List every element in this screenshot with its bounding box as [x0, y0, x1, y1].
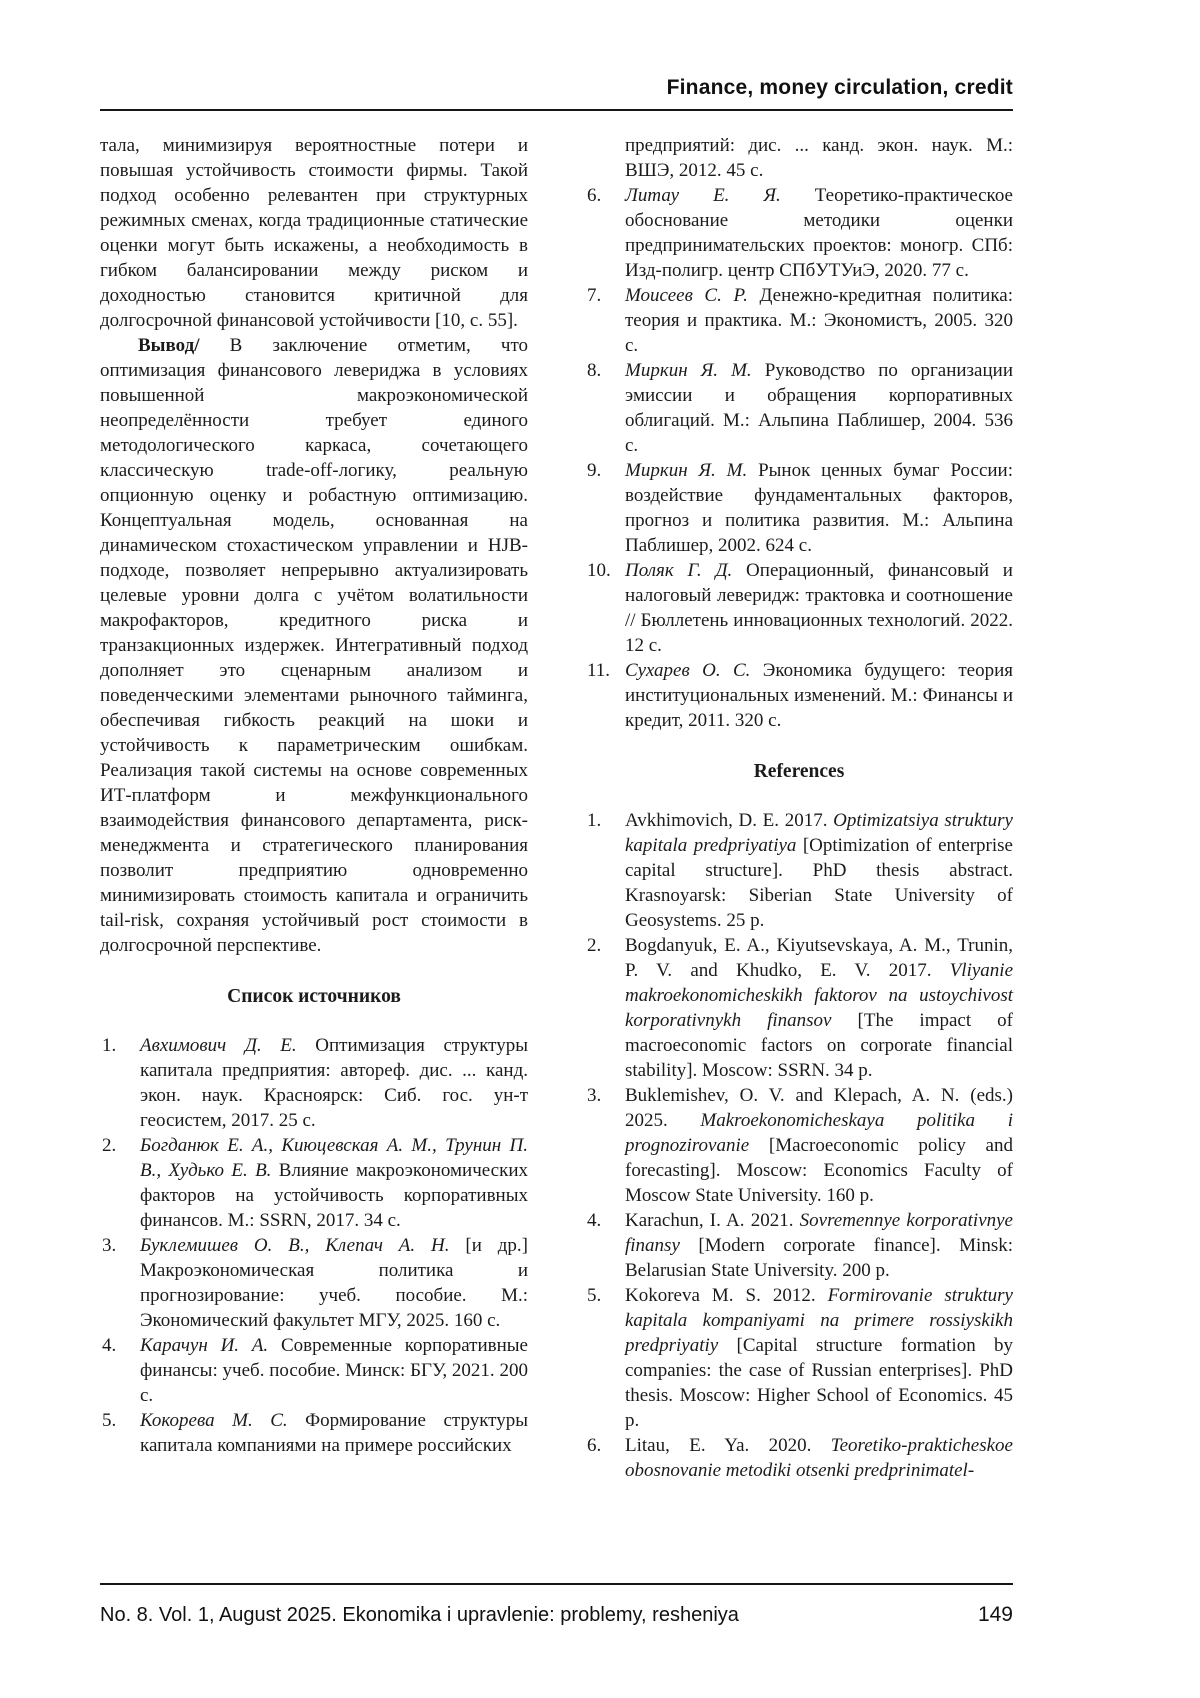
item-text-italic: Teoretiko-prakticheskoe obosnovanie metodiki otsenki predprinimatel- — [625, 1435, 1013, 1481]
list-item-number: 1. — [587, 810, 602, 831]
item-text: Рынок ценных бумаг России: воздействие фундаментальных факторов, прогноз и политика развития. М.: Альпина Паблишер, 2002. 624 с. — [625, 460, 1013, 556]
list-item — [100, 1233, 528, 1333]
item-text-italic: Литау Е. Я. — [625, 185, 781, 206]
list-item — [100, 1133, 528, 1233]
list-item-number: 9. — [587, 460, 602, 481]
list-item — [100, 1333, 528, 1408]
list-item-number: 3. — [102, 1235, 117, 1256]
conclusion-text: В заключение отметим, что оптимизация финансового левериджа в условиях повышенной макроэкономической неопределённости требует единого методологического каркаса, сочетающего классическую trade-off-логику, реальную опционную оценку и робастную оптимизацию. Концептуальная модель, основанная на динамическом стохастическом управлении и HJB-подходе, позволяет непрерывно актуализировать целевые уровни долга с учётом волатильности макрофакторов, кредитного риска и транзакционных издержек. Интегративный подход дополняет это сценарным анализом и поведенческими элементами рыночного тайминга, обеспечивая гибкость реакций на шоки и устойчивость к параметрическим ошибкам. Реализация такой системы на основе современных ИТ-платформ и межфункционального взаимодействия финансового департамента, риск-менеджмента и стратегического планирования позволит предприятию одновременно минимизировать стоимость капитала и ограничить tail-risk, сохраняя устойчивый рост стоимости в долгосрочной перспективе. — [100, 335, 528, 956]
list-item-number: 4. — [587, 1210, 602, 1231]
item-text-italic: Optimizatsiya struktury kapitala predpriyatiya — [625, 810, 1013, 856]
item-text-italic: Богданюк Е. А., Киюцевская А. М., Трунин П. В., Худько Е. В. — [140, 1135, 528, 1181]
item-text: Litau, E. Ya. 2020. — [625, 1435, 831, 1456]
list-item — [585, 1283, 1013, 1433]
footer-rule — [100, 1583, 1013, 1585]
list-item — [585, 808, 1013, 933]
paragraph-continuation: тала, минимизируя вероятностные потери и повышая устойчивость стоимости фирмы. Такой подход особенно релевантен при структурных режимных сменах, когда традиционные статические оценки могут быть искажены, а необходимость в гибком балансировании между риском и доходностью становится критичной для долгосрочной финансовой устойчивости [10, с. 55]. — [100, 135, 528, 331]
list-item — [100, 1408, 528, 1458]
item-text-italic: Сухарев О. С. — [625, 660, 751, 681]
sources-heading: Список источников — [227, 986, 401, 1007]
list-item-number: 10. — [587, 560, 611, 581]
item-text-italic: Авхимович Д. Е. — [140, 1035, 297, 1056]
item-text: предприятий: дис. ... канд. экон. наук. М.: ВШЭ, 2012. 45 с. — [625, 135, 1013, 181]
item-text-italic: Кокорева М. С. — [140, 1410, 288, 1431]
page-header — [100, 76, 1013, 111]
list-item-number: 4. — [102, 1335, 117, 1356]
item-text-italic: Буклемишев О. В., Клепач А. Н. — [140, 1235, 450, 1256]
list-item-number: 11. — [587, 660, 611, 681]
list-item-number: 8. — [587, 360, 602, 381]
list-item — [100, 1033, 528, 1133]
item-text-italic: Поляк Г. Д. — [625, 560, 733, 581]
item-text-italic: Sovremennye korporativnye finansy — [625, 1210, 1013, 1256]
conclusion-paragraph — [100, 333, 528, 958]
list-item — [585, 1083, 1013, 1208]
list-item — [585, 1208, 1013, 1283]
item-text: Операционный, финансовый и налоговый леверидж: трактовка и соотношение // Бюллетень инновационных технологий. 2022. 12 с. — [625, 560, 1013, 656]
left-column — [100, 133, 528, 1483]
item-text: Kokoreva M. S. 2012. — [625, 1285, 828, 1306]
list-item-number: 7. — [587, 285, 602, 306]
item-text: Оптимизация структуры капитала предприятия: автореф. дис. ... канд. экон. наук. Красноярск: Сиб. гос. ун-т геосистем, 2017. 25 с. — [140, 1035, 528, 1131]
item-text-italic: Makroekonomicheskaya politika i prognozirovanie — [625, 1110, 1013, 1156]
list-item-number: 5. — [587, 1285, 602, 1306]
list-item — [585, 658, 1013, 733]
list-item-number: 2. — [102, 1135, 117, 1156]
list-item — [585, 283, 1013, 358]
item-text: [и др.] Макроэкономическая политика и прогнозирование: учеб. пособие. М.: Экономический факультет МГУ, 2025. 160 с. — [140, 1235, 528, 1331]
item-text: [Optimization of enterprise capital structure]. PhD thesis abstract. Krasnoyarsk: Siberian State University of Geosystems. 25 p. — [625, 835, 1013, 931]
item-text: Экономика будущего: теория институциональных изменений. М.: Финансы и кредит, 2011. 320 с. — [625, 660, 1013, 731]
list-item-number: 1. — [102, 1035, 117, 1056]
item-text: Avkhimovich, D. E. 2017. — [625, 810, 834, 831]
item-text: Руководство по организации эмиссии и обращения корпоративных облигаций. М.: Альпина Паблишер, 2004. 536 с. — [625, 360, 1013, 456]
page-number: 149 — [977, 1603, 1013, 1626]
running-head: Finance, money circulation, credit — [666, 76, 1013, 99]
references-heading: References — [753, 761, 845, 782]
item-text: [Capital structure formation by companies: the case of Russian enterprises]. PhD thesis. Moscow: Higher School of Economics. 45 p. — [625, 1335, 1013, 1431]
item-text: [The impact of macroeconomic factors on corporate financial stability]. Moscow: SSRN. 34 p. — [625, 1010, 1013, 1081]
item-text: [Macroeconomic policy and forecasting]. Moscow: Economics Faculty of Moscow State University. 160 p. — [625, 1135, 1013, 1206]
list-item-number: 5. — [102, 1410, 117, 1431]
sources-list-continued — [585, 183, 1013, 733]
item-text: Формирование структуры капитала компаниями на примере российских — [140, 1410, 528, 1456]
page-footer — [100, 1583, 1013, 1627]
list-item — [585, 933, 1013, 1083]
source-5-continuation — [585, 133, 1013, 183]
item-text: Buklemishev, O. V. and Klepach, A. N. (eds.) 2025. — [625, 1085, 1013, 1131]
item-text: Bogdanyuk, E. A., Kiyutsevskaya, A. M., Trunin, P. V. and Khudko, E. V. 2017. — [625, 935, 1013, 981]
list-item-number: 2. — [587, 935, 602, 956]
list-item — [585, 183, 1013, 283]
item-text: Теоретико-практическое обоснование методики оценки предпринимательских проектов: моногр. СПб: Изд-полигр. центр СПбУТУиЭ, 2020. 77 с. — [625, 185, 1013, 281]
sources-list — [100, 1033, 528, 1458]
item-text: Karachun, I. A. 2021. — [625, 1210, 800, 1231]
right-column — [585, 133, 1013, 1483]
header-rule — [100, 109, 1013, 111]
item-text-italic: Миркин Я. М. — [625, 460, 748, 481]
references-list — [585, 808, 1013, 1483]
item-text: [Modern corporate finance]. Minsk: Belarusian State University. 200 p. — [625, 1235, 1013, 1281]
list-item — [585, 458, 1013, 558]
list-item-number: 6. — [587, 185, 602, 206]
item-text-italic: Formirovanie struktury kapitala kompaniyami na primere rossiyskikh predpriyatiy — [625, 1285, 1013, 1356]
conclusion-lead: Вывод/ — [138, 335, 200, 356]
list-item — [585, 358, 1013, 458]
list-item-number: 6. — [587, 1435, 602, 1456]
item-text: Денежно-кредитная политика: теория и практика. М.: Экономистъ, 2005. 320 с. — [625, 285, 1014, 356]
item-text: Современные корпоративные финансы: учеб. пособие. Минск: БГУ, 2021. 200 с. — [140, 1335, 528, 1406]
item-text-italic: Миркин Я. М. — [625, 360, 752, 381]
footer-journal-info: No. 8. Vol. 1, August 2025. Ekonomika i upravlenie: problemy, resheniya — [100, 1604, 739, 1626]
item-text: Влияние макроэкономических факторов на устойчивость корпоративных финансов. М.: SSRN, 2017. 34 с. — [140, 1160, 528, 1231]
list-item — [585, 1433, 1013, 1483]
item-text-italic: Vliyanie makroekonomicheskikh faktorov na ustoychivost korporativnykh finansov — [625, 960, 1013, 1031]
item-text-italic: Моисеев С. Р. — [625, 285, 748, 306]
content-columns — [100, 133, 1013, 1483]
item-text-italic: Карачун И. А. — [140, 1335, 269, 1356]
list-item-number: 3. — [587, 1085, 602, 1106]
list-item — [585, 558, 1013, 658]
